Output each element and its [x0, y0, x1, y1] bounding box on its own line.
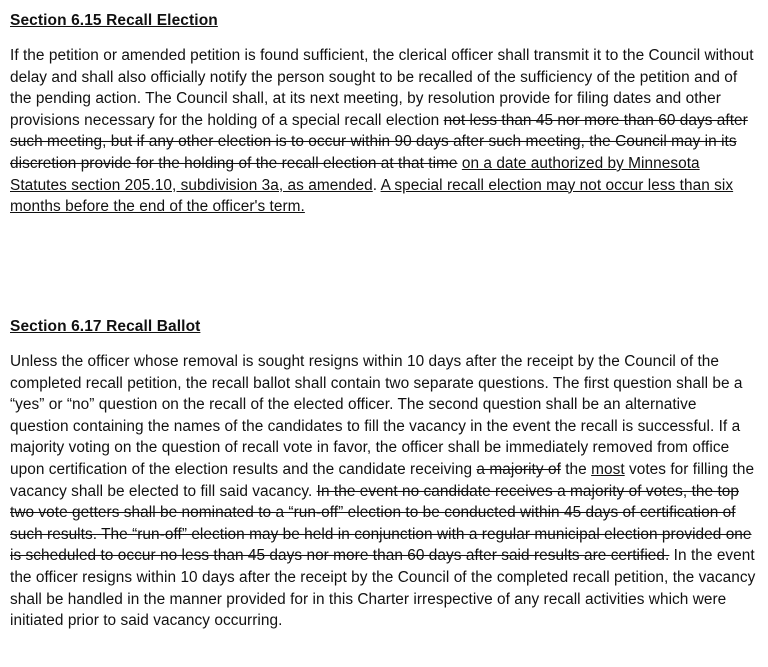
body-text: votes for filling the vacancy shall be elected to fill said vacancy.	[10, 460, 755, 500]
deleted-text: not less than 45 nor more than 60 days after such meeting, but if any other election is to occur within 90 days after such meeting, the Council may in its discretion provide for the holding of the recall election at that time	[10, 111, 748, 172]
section-6-17	[10, 316, 756, 632]
section-6-15	[10, 10, 756, 218]
section-6-15-heading: Section 6.15 Recall Election	[10, 12, 218, 29]
section-6-17-paragraph	[10, 351, 756, 632]
body-text: .	[372, 176, 381, 194]
inserted-text: on a date authorized by Minnesota Statutes section 205.10, subdivision 3a, as amended	[10, 154, 700, 194]
inserted-text: A special recall election may not occur less than six months before the end of the officer's term.	[10, 176, 734, 216]
inserted-text: most	[591, 460, 625, 478]
body-text: Unless the officer whose removal is sought resigns within 10 days after the receipt by the Council of the completed recall petition, the recall ballot shall contain two separate questions. The first question shall be a “yes” or “no” question on the recall of the elected officer. The second question shall be an alternative question containing the names of the candidates to fill the vacancy in the event the recall is successful. If a majority voting on the question of recall vote in favor, the officer shall be immediately removed from office upon certification of the election results and the candidate receiving	[10, 353, 743, 478]
deleted-text: In the event no candidate receives a majority of votes, the top two vote getters shall be nominated to a “run-off” election to be conducted within 45 days of certification of such results. The “run-off” election may be held in conjunction with a regular municipal election provided one is scheduled to occur no less than 45 days nor more than 60 days after said results are certified.	[10, 482, 752, 565]
deleted-text: a majority of	[476, 460, 561, 478]
body-text: the	[560, 460, 592, 478]
section-6-15-paragraph	[10, 45, 756, 218]
section-6-17-heading: Section 6.17 Recall Ballot	[10, 318, 201, 335]
body-text: In the event the officer resigns within 10 days after the receipt by the Council of the completed recall petition, the vacancy shall be handled in the manner provided for in this Charter irrespective of any recall activities which were initiated prior to said vacancy occurring.	[10, 547, 756, 630]
body-text: If the petition or amended petition is found sufficient, the clerical officer shall transmit it to the Council without delay and shall also officially notify the person sought to be recalled of the sufficiency of the petition and of the pending action. The Council shall, at its next meeting, by resolution provide for filing dates and other provisions necessary for the holding of a special recall election	[10, 47, 754, 129]
